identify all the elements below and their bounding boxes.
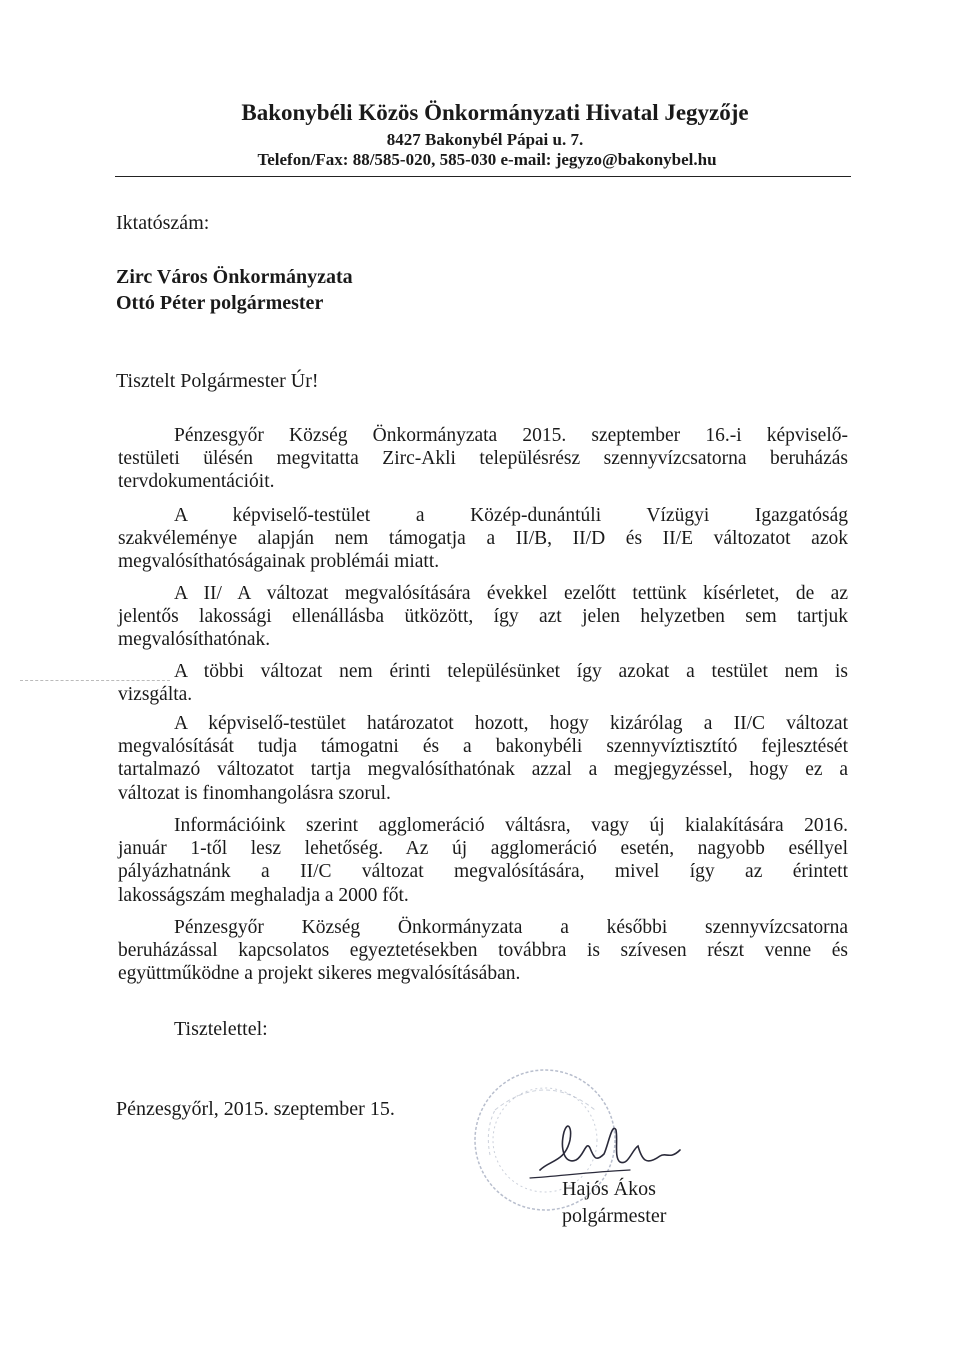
- letterhead-contact: Telefon/Fax: 88/585-020, 585-030 e-mail: jegyzo@bakonybel.hu: [257, 150, 717, 169]
- letterhead-title: Bakonybéli Közös Önkormányzati Hivatal Jegyzője: [241, 100, 749, 125]
- recipient-organization: Zirc Város Önkormányzata: [116, 266, 353, 288]
- reference-number-label: Iktatószám:: [116, 212, 210, 234]
- paragraph-line: tartalmazó változatot tartja megvalósíthatónak azzal a megjegyzéssel, hogy ez a: [118, 759, 848, 781]
- paragraph-line: A képviselő-testület a Közép-dunántúli Vízügyi Igazgatóság: [174, 505, 848, 526]
- paragraph-2: [118, 504, 848, 574]
- paragraph-line: Információink szerint agglomeráció váltásra, vagy új kialakítására 2016.: [174, 815, 848, 836]
- paragraph-line: tervdokumentációit.: [118, 471, 275, 493]
- paragraph-line: január 1-től lesz lehetőség. Az új agglomeráció esetén, nagyobb eséllyel: [118, 838, 848, 860]
- paragraph-1: [118, 424, 848, 494]
- paragraph-line: Pénzesgyőr Község Önkormányzata a későbbi szennyvízcsatorna: [174, 917, 848, 938]
- paragraph-line: megvalósíthatónak.: [118, 629, 271, 651]
- letterhead-divider: [115, 176, 851, 177]
- paragraph-line: megvalósíthatóságainak problémái miatt.: [118, 551, 440, 573]
- paragraph-line: A többi változat nem érinti településünket így azokat a testület nem is: [174, 661, 848, 682]
- paragraph-line: Pénzesgyőr Község Önkormányzata 2015. szeptember 16.-i képviselő-: [174, 425, 848, 446]
- paragraph-line: beruházással kapcsolatos egyeztetésekben továbbra is szívesen részt venne és: [118, 940, 848, 962]
- letterhead-address: 8427 Bakonybél Pápai u. 7.: [386, 130, 584, 149]
- paragraph-line: szakvéleménye alapján nem támogatja a II/B, II/D és II/E változatot azok: [118, 528, 848, 550]
- paragraph-line: együttműködne a projekt sikeres megvalósításában.: [118, 963, 521, 985]
- closing: Tisztelettel:: [174, 1018, 268, 1040]
- paragraph-line: lakosságszám meghaladja a 2000 főt.: [118, 884, 409, 906]
- paragraph-6: [118, 814, 848, 907]
- recipient-person: Ottó Péter polgármester: [116, 292, 324, 314]
- paragraph-3: [118, 582, 848, 652]
- salutation: Tisztelt Polgármester Úr!: [116, 370, 319, 392]
- paragraph-line: vizsgálta.: [118, 684, 193, 706]
- paragraph-4: [118, 660, 848, 706]
- signatory-name: Hajós Ákos: [562, 1178, 656, 1200]
- paragraph-7: [118, 916, 848, 986]
- paragraph-line: A képviselő-testület határozatot hozott, hogy kizárólag a II/C változat: [174, 713, 848, 734]
- paragraph-line: pályázhatnánk a II/C változat megvalósítására, mivel így az érintett: [118, 861, 848, 883]
- paragraph-line: jelentős lakossági ellenállásba ütközött, így azt jelen helyzetben sem tartjuk: [118, 606, 848, 628]
- paragraph-line: megvalósítását tudja támogatni és a bakonybéli szennyvíztisztító fejlesztését: [118, 736, 848, 758]
- paragraph-5: [118, 712, 848, 805]
- paragraph-line: testületi ülésén megvitatta Zirc-Akli településrész szennyvízcsatorna beruházás: [118, 448, 848, 470]
- paragraph-line: A II/ A változat megvalósítására évekkel ezelőtt tettünk kísérletet, de az: [174, 583, 848, 604]
- paragraph-line: változat is finomhangolásra szorul.: [118, 782, 391, 804]
- signatory-title: polgármester: [562, 1205, 667, 1227]
- place-and-date: Pénzesgyőrl, 2015. szeptember 15.: [116, 1098, 395, 1120]
